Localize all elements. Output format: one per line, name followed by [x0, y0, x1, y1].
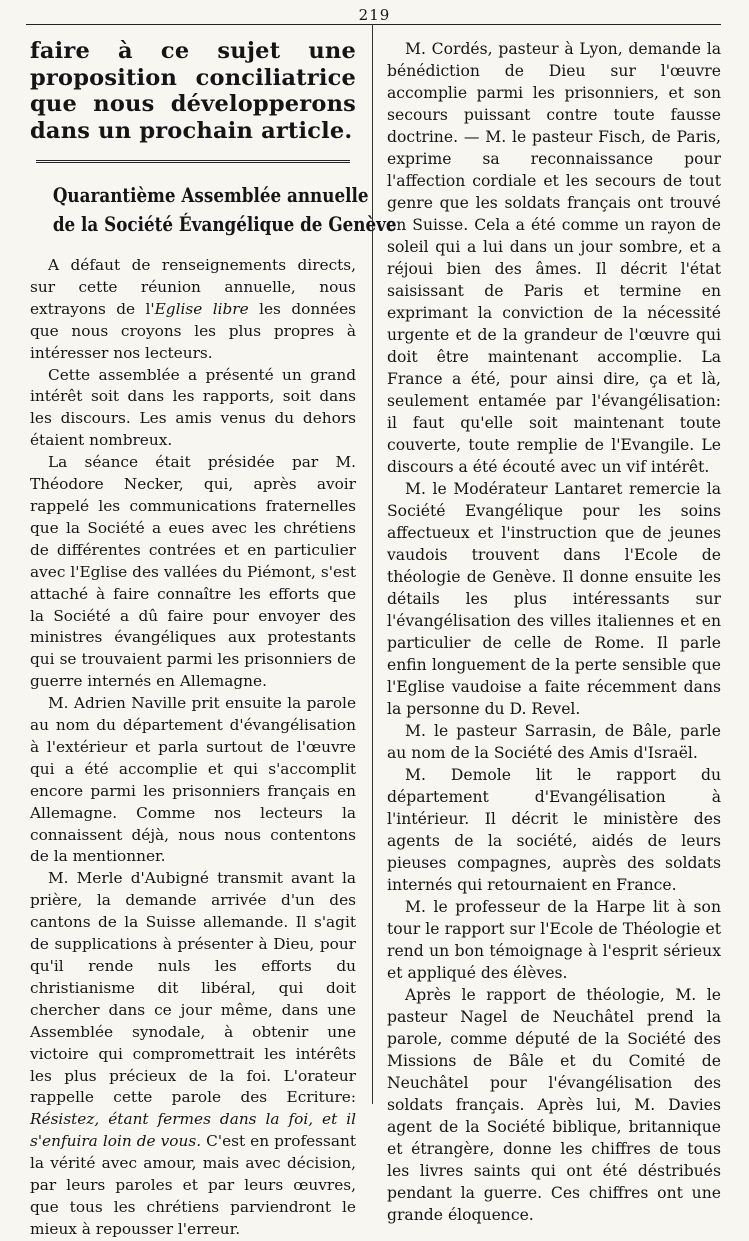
paragraph: Après le rapport de théologie, M. le pasteur Nagel de Neuchâtel prend la parole, comme député de la Société des Missions de Bâle et du Comité de Neuchâtel pour l'évangélisation des soldats français. Après lui, M. Davies agent de la Société biblique, britannique et étrangère, donne les chiffres de tous les livres saints qui ont été déstribués pendant la guerre. Ces chiffres ont une grande éloquence. [387, 986, 721, 1224]
heading-line-1: Quarantième Assemblée annuelle [52, 184, 369, 207]
paragraph: M. Merle d'Aubigné transmit avant la prière, la demande arrivée d'un des cantons de la Suisse allemande. Il s'agit de supplications à présenter à Dieu, pour qu'il rende nuls les efforts du christianisme dit libéral, qui doit chercher dans ce jour même, dans une Assemblée synodale, à obtenir une victoire qui compromettrait les intérêts les plus précieux de la foi. L'orateur rappelle cette parole des Ecriture: Résistez, étant fermes dans la foi, et il s'enfuira loin de vous. C'est en professant la vérité avec amour, mais avec décision, par leurs paroles et par leurs œuvres, que tous les chrétiens parviendront le mieux à repousser l'erreur. [30, 869, 356, 1238]
column-divider [372, 24, 373, 1104]
paragraph: Cette assemblée a présenté un grand intérêt soit dans les rapports, soit dans les discours. Les amis venus du dehors étaient nombreux. [30, 365, 356, 450]
paragraph: M. Demole lit le rapport du département d'Evangélisation à l'intérieur. Il décrit le ministère des agents de la société, aidés de leurs pieuses compagnes, auprès des soldats internés qui retournaient en France. [387, 766, 721, 894]
left-column [30, 38, 397, 1238]
right-column [387, 38, 721, 1224]
paragraph: A défaut de renseignements directs, sur cette réunion annuelle, nous extrayons de l'Eglise libre les données que nous croyons les plus propres à intéresser nos lecteurs. [30, 256, 357, 362]
paragraph: La séance était présidée par M. Théodore Necker, qui, après avoir rappelé les communications fraternelles que la Société a eues avec les chrétiens de différentes contrées et en particulier avec l'Eglise des vallées du Piémont, s'est attaché à faire connaître les efforts que la Société a dû faire pour envoyer des ministres évangéliques aux protestants qui se trouvaient parmi les prisonniers de guerre internés en Allemagne. [30, 453, 356, 691]
paragraph: M. le professeur de la Harpe lit à son tour le rapport sur l'Ecole de Théologie et rend un bon témoignage à l'esprit sérieux et appliqué des élèves. [387, 898, 721, 982]
heading-line-2: de la Société Évangélique de Genève [52, 213, 397, 236]
article-heading [30, 181, 397, 239]
continued-intro: faire à ce sujet une proposition conciliatrice que nous développerons dans un prochain article. [30, 38, 356, 144]
paragraph: M. Adrien Naville prit ensuite la parole au nom du département d'évangélisation à l'extérieur et parla surtout de l'œuvre qui a été accomplie et qui s'accomplit encore parmi les prisonniers français en Allemagne. Comme nos lecteurs la connaissent déjà, nous nous contentons de la mentionner. [30, 694, 356, 866]
header-rule [26, 24, 721, 25]
paragraph: M. le Modérateur Lantaret remercie la Société Evangélique pour les soins affectueux et l'instruction que de jeunes vaudois trouvent dans l'Ecole de théologie de Genève. Il donne ensuite les détails les plus intéressants sur l'évangélisation des villes italiennes et en particulier de celle de Rome. Il parle enfin longuement de la perte sensible que l'Eglise vaudoise a faite récemment dans la personne du D. Revel. [387, 480, 721, 718]
paragraph: M. Cordés, pasteur à Lyon, demande la bénédiction de Dieu sur l'œuvre accomplie parmi les prisonniers, et son secours puissant contre toute fausse doctrine. — M. le pasteur Fisch, de Paris, exprime sa reconnaissance pour l'affection cordiale et les secours de tout genre que les soldats français ont trouvé en Suisse. Cela a été comme un rayon de soleil qui a lui dans un jour sombre, et a réjoui bien des âmes. Il décrit l'état saisissant de Paris et termine en exprimant la conviction de la nécessité urgente et de la grandeur de l'œuvre qui doit être maintenant accomplie. La France a été, pour ainsi dire, ça et là, seulement entamée par l'évangélisation: il faut qu'elle soit maintenant toute couverte, toute remplie de l'Evangile. Le discours a été écouté avec un vif intérêt. [387, 40, 721, 476]
paragraph: M. le pasteur Sarrasin, de Bâle, parle au nom de la Société des Amis d'Israël. [387, 722, 721, 762]
page-number: 219 [358, 6, 391, 24]
section-separator [36, 160, 350, 163]
